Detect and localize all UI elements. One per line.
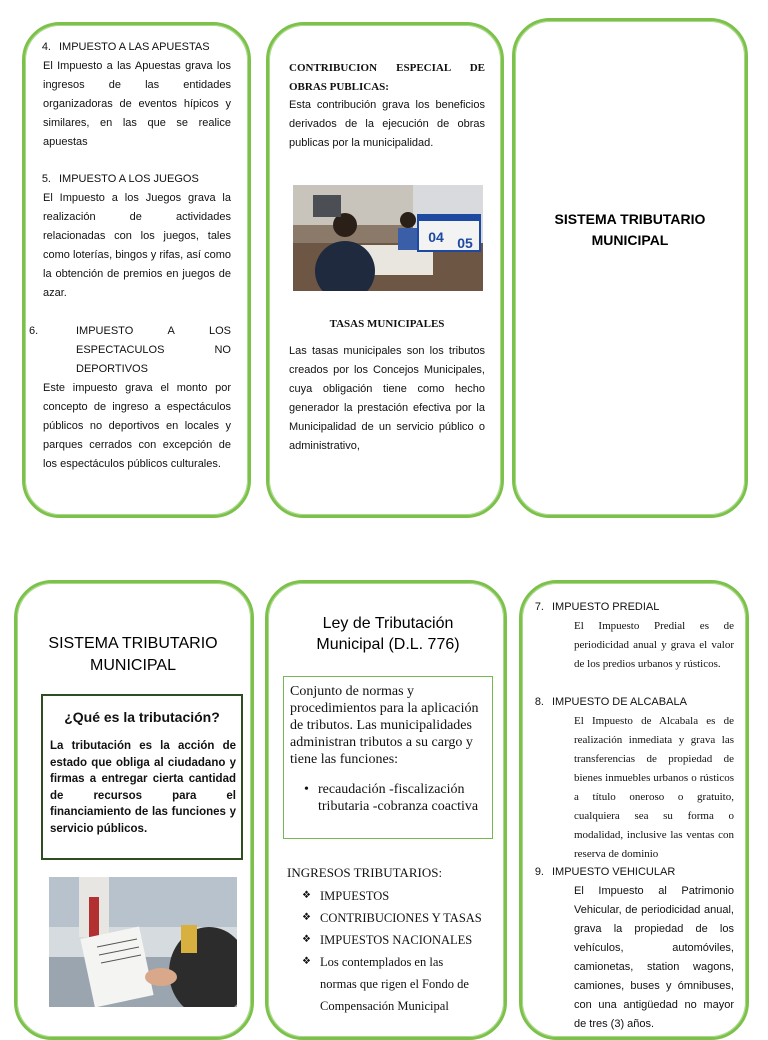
tasas-text: Las tasas municipales son los tributos creados por los Concejos Municipales, cuya obligación tiene como hecho generador la prestación efectiva por la Municipalidad de un servicio público o administrativo, [289, 345, 485, 452]
sistema-title: SISTEMA TRIBUTARIO MUNICIPAL [48, 635, 218, 674]
tributacion-box [41, 694, 243, 860]
ingresos-item: ❖ Los contemplados en las normas que rigen el Fondo de Compensación Municipal [302, 951, 482, 1017]
section-8-title: IMPUESTO DE ALCABALA [552, 696, 687, 708]
ley-title: Ley de Tributación Municipal (D.L. 776) [316, 615, 460, 653]
photo-sign-04: 04 [428, 229, 444, 245]
ingresos-title: INGRESOS TRIBUTARIOS: [287, 865, 443, 880]
contribucion-text: Esta contribución grava los beneficios derivados de la ejecución de obras publicas por la municipalidad. [289, 99, 485, 149]
ley-definition-text: Conjunto de normas y procedimientos para la aplicación de tributos. Las municipalidades administran tributos a su cargo y tiene las funciones: [290, 684, 479, 767]
section-6-title: IMPUESTO A LOS ESPECTACULOS NO DEPORTIVOS [76, 325, 231, 375]
tasas-title: TASAS MUNICIPALES [329, 318, 445, 330]
section-6-text: Este impuesto grava el monto por concepto de ingreso a espectáculos públicos no deportivos en locales y parques cerrados con excepción de los espectáculos públicos culturales. [43, 382, 231, 470]
section-8-number: 8. [534, 696, 544, 708]
tributacion-question: ¿Qué es la tributación? [64, 709, 220, 725]
section-5-number: 5. [41, 173, 51, 185]
ingresos-item: ❖ IMPUESTOS [302, 885, 482, 907]
section-9-number: 9. [534, 866, 544, 878]
section-8-heading [522, 693, 748, 712]
section-4-title: IMPUESTO A LAS APUESTAS [59, 41, 210, 53]
section-7-text: El Impuesto Predial es de periodicidad anual y grava el valor de los predios urbanos y rústicos. [574, 620, 734, 670]
panel-contribucion-tasas [266, 22, 504, 518]
section-4-number: 4. [41, 41, 51, 53]
section-4-heading [29, 38, 249, 57]
contribucion-title: CONTRIBUCION ESPECIAL DE OBRAS PUBLICAS: [289, 62, 485, 93]
section-7-title: IMPUESTO PREDIAL [552, 601, 660, 613]
section-6-number: 6. [29, 325, 39, 337]
photo-sign-05: 05 [457, 235, 473, 251]
section-9-text: El Impuesto al Patrimonio Vehicular, de periodicidad anual, grava la propiedad de los vehículos, automóviles, camionetas, station wagons, camiones, buses y ómnibuses, con una antigüedad no mayor de tres (3) años. [574, 885, 734, 1030]
paying-taxes-photo-svg [49, 877, 237, 1007]
panel-predial-alcabala-vehicular [519, 580, 749, 1040]
ingresos-item: ❖ CONTRIBUCIONES Y TASAS [302, 907, 482, 929]
ley-functions-list [302, 781, 486, 815]
panel-ley-tributacion [265, 580, 507, 1040]
office-counter-photo [293, 185, 483, 291]
section-8-text: El Impuesto de Alcabala es de realización inmediata y grava las transferencias de propiedad de bienes inmuebles urbanos o rústicos a título oneroso o gratuito, cualquiera sea su forma o modalidad, inclusive las ventas con reserva de dominio [574, 715, 734, 860]
ingresos-item: ❖ IMPUESTOS NACIONALES [302, 929, 482, 951]
ingresos-list [302, 885, 482, 1017]
tributacion-text: La tributación es la acción de estado que obliga al ciudadano y firmas a entregar cierta cantidad de recursos para el financiamiento de las funciones y servicio públicos. [50, 740, 236, 835]
panel-cover-title [512, 18, 748, 518]
ley-definition-box [283, 676, 493, 839]
cover-title: SISTEMA TRIBUTARIO MUNICIPAL [554, 211, 706, 248]
panel-impuestos-apuestas-juegos [22, 22, 251, 518]
panel-que-es-tributacion [14, 580, 254, 1040]
section-5-title: IMPUESTO A LOS JUEGOS [59, 173, 199, 185]
section-7-heading [522, 598, 748, 617]
section-4-text: El Impuesto a las Apuestas grava los ingresos de las entidades organizadoras de eventos hípicos y similares, en las que se realice apuestas [43, 60, 231, 148]
section-7-number: 7. [534, 601, 544, 613]
office-counter-photo-svg [293, 185, 483, 291]
section-9-heading [522, 863, 748, 882]
section-9-title: IMPUESTO VEHICULAR [552, 866, 676, 878]
paying-taxes-photo [49, 877, 237, 1007]
section-5-heading [29, 170, 249, 189]
section-5-text: El Impuesto a los Juegos grava la realización de actividades relacionadas con los juegos, tales como loterías, bingos y rifas, así como la obtención de premios en juegos de azar. [43, 192, 231, 299]
ley-functions-item: • recaudación -fiscalización tributaria -cobranza coactiva [302, 781, 486, 815]
